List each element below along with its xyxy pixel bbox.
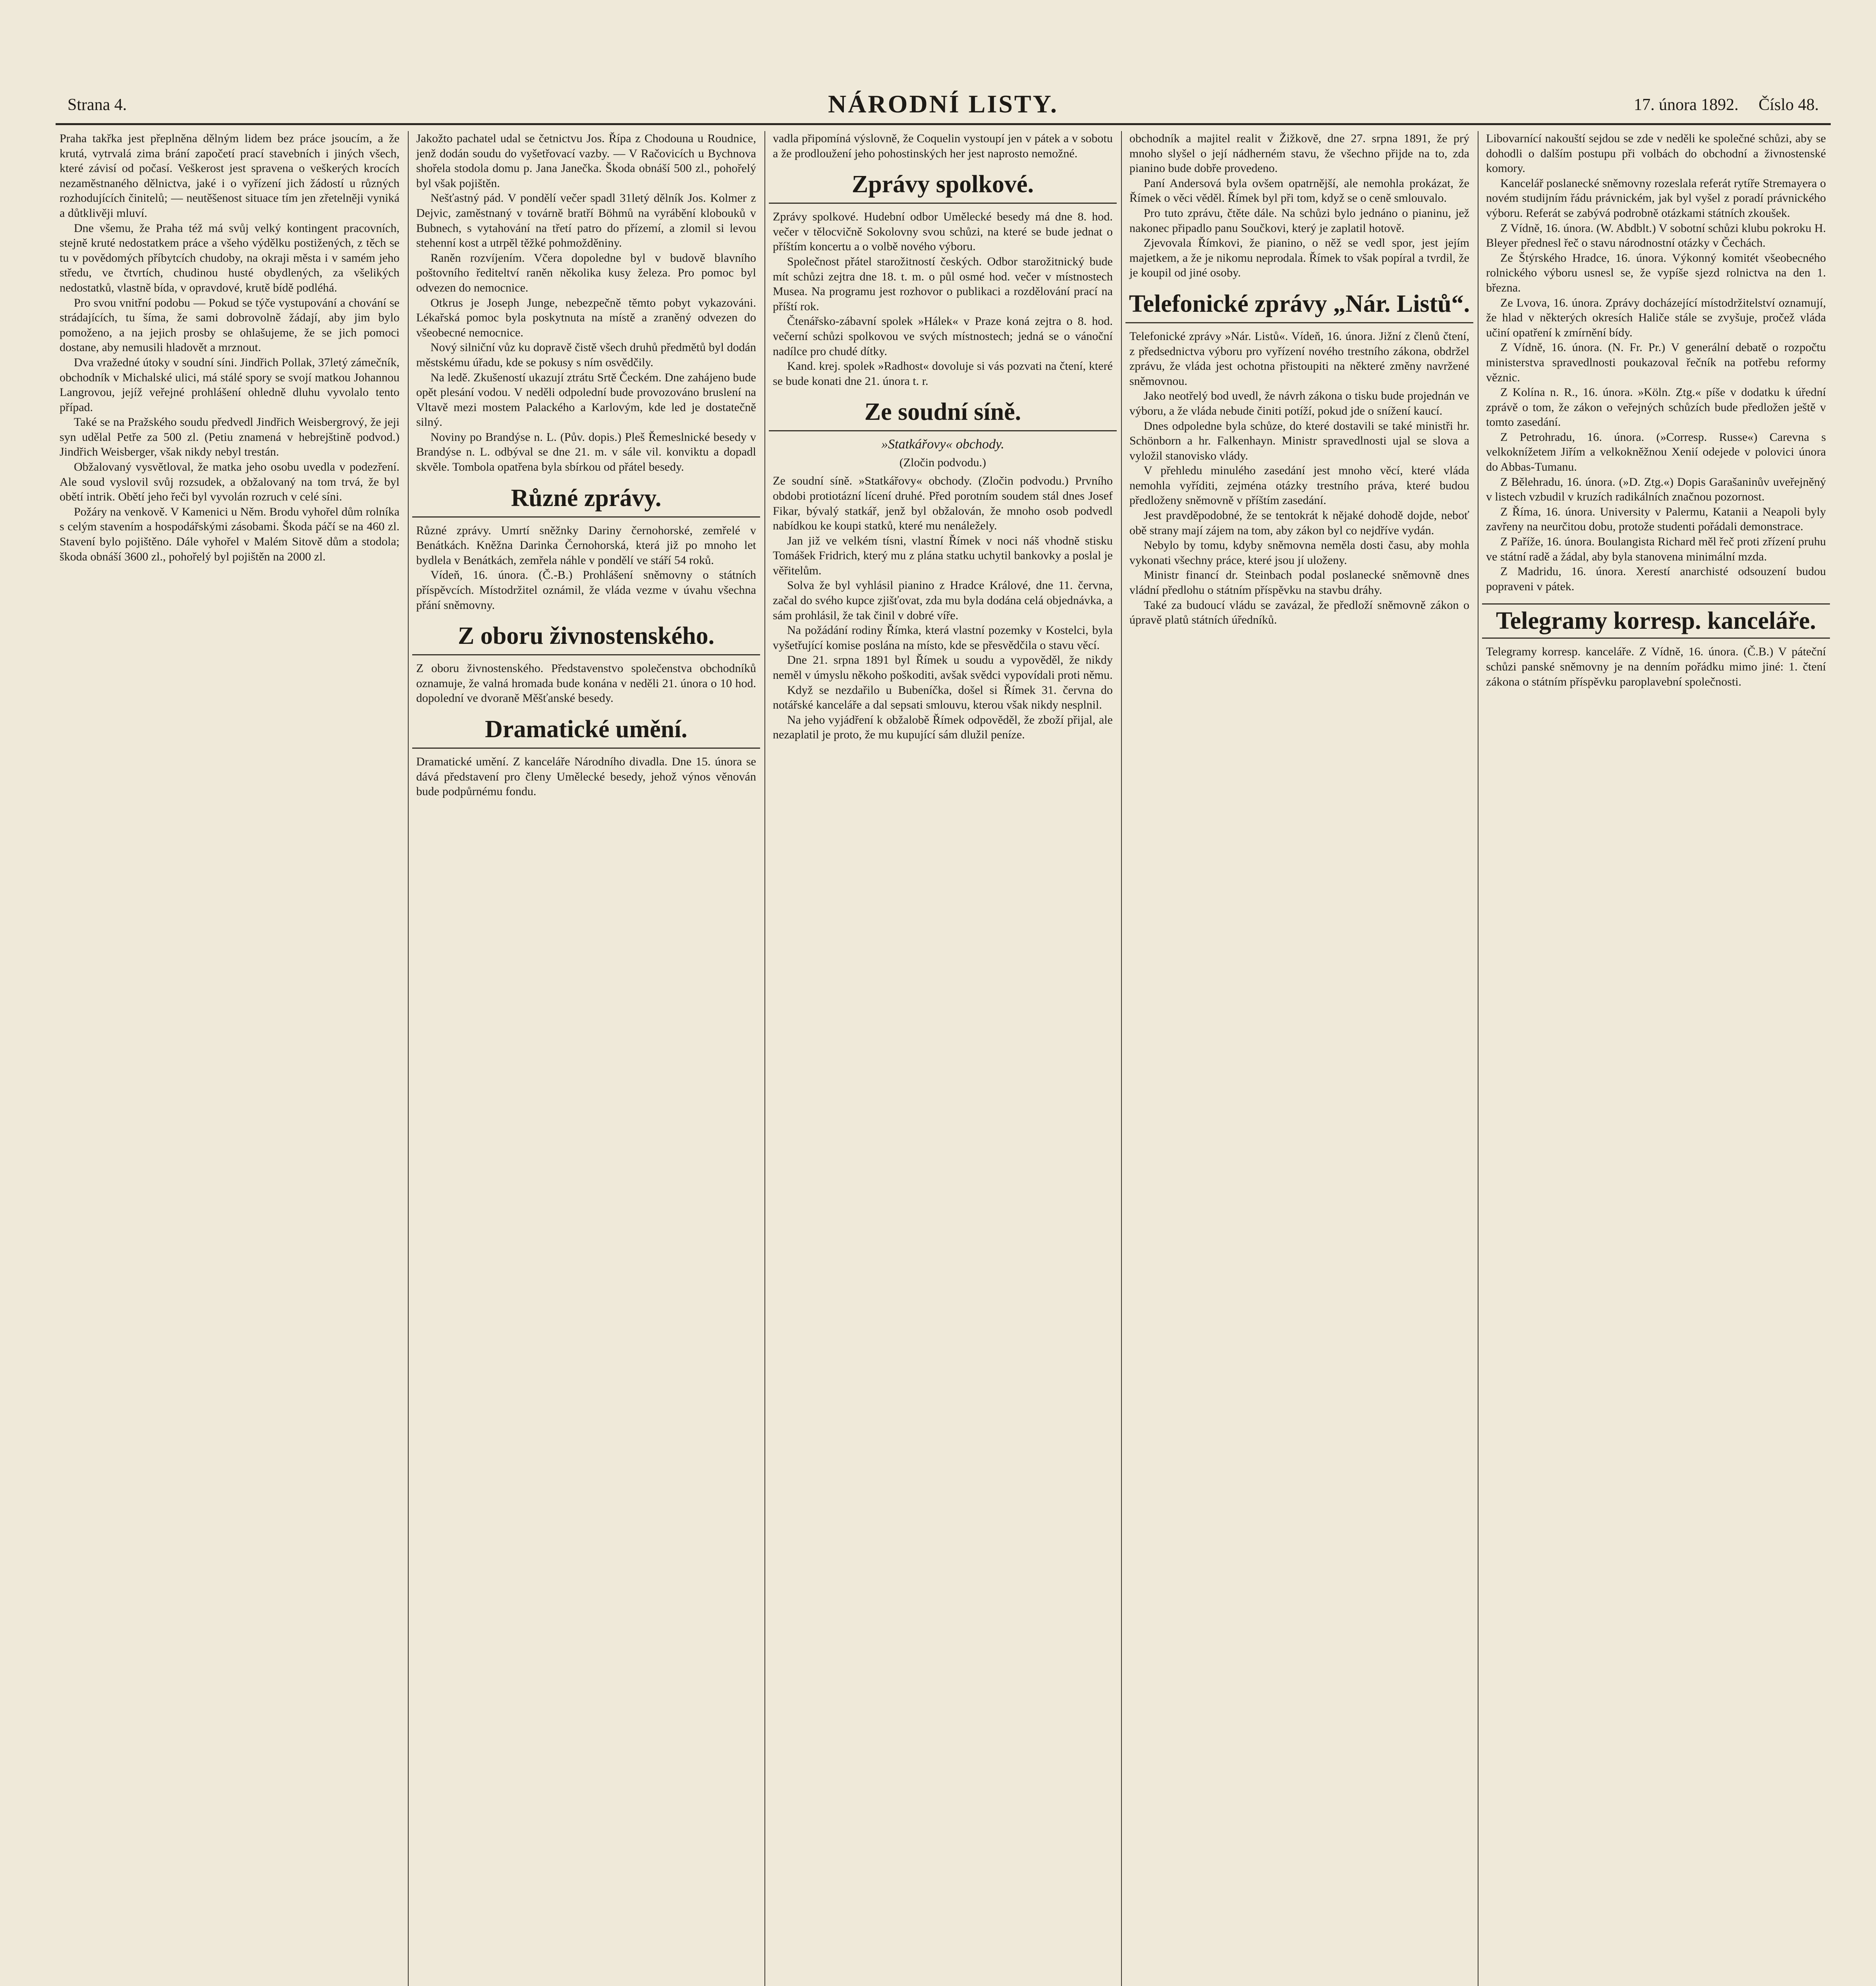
article-paragraph: Noviny po Brandýse n. L. (Pův. dopis.) Pleš Řemeslnické besedy v Brandýse n. L. odbýval se dne 21. m. v sále vil. konviktu a dopadl skvěle. Tombola opatřena byla sbírkou od přátel besedy. [416, 430, 756, 474]
article-paragraph: Požáry na venkově. V Kamenici u Něm. Brodu vyhořel dům rolníka s celým stavením a hospodářskými zásobami. Škoda páčí se na 460 zl. Stavení bylo pojištěno. Dále vyhořel v Malém Sitově dům a stodola; škoda obnáší 3600 zl., pohořelý byl pojištěn na 2000 zl. [60, 505, 400, 563]
section-title-zpravy-spolkove: Zprávy spolkové. [769, 170, 1117, 204]
article-paragraph: Z Petrohradu, 16. února. (»Corresp. Russe«) Carevna s velkoknížetem Jiřím a velkokněžnou Xenií odejede v polovici února do Abbas-Tumanu. [1486, 430, 1826, 474]
issue-number: Číslo 48. [1758, 96, 1819, 114]
article-paragraph: Na požádání rodiny Římka, která vlastní pozemky v Kostelci, byla vyšetřující komise poslána na místo, kde se přesvědčila o stavu věcí. [773, 624, 1113, 652]
article-paragraph: Jan již ve velkém tísni, vlastní Římek v noci náš vhodně stisku Tomášek Fridrich, který mu z plána statku uchytil bankovky a poslal je věřitelům. [773, 534, 1113, 577]
article-paragraph: vadla připomíná výslovně, že Coquelin vystoupí jen v pátek a v sobotu a že prodloužení jeho pohostinských her jest naprosto nemožné. [773, 132, 1113, 160]
article-paragraph: Dva vražedné útoky v soudní síni. Jindřich Pollak, 37letý zámečník, obchodník v Michalské ulici, má stálé spory se svojí matkou Johannou Langrovou, jejíž veřejné prohlášení ohledně dluhu vyvolalo tento případ. [60, 355, 400, 414]
article-subtitle: »Statkářovy« obchody. [881, 437, 1004, 452]
article-paragraph: Jakožto pachatel udal se četnictvu Jos. Řípa z Chodouna u Roudnice, jenž dodán soudu do vyšetřovací vazby. — V Račovicích u Bychnova shořela stodola domu p. Jana Janečka. Škoda obnáší 500 zl., pohořelý byl však pojištěn. [416, 132, 756, 190]
article-paragraph: Pro tuto zprávu, čtěte dále. Na schůzi bylo jednáno o pianinu, jež nakonec připadlo panu Součkovi, který je zaplatil hotově. [1129, 206, 1469, 235]
issue-date: 17. února 1892. [1634, 96, 1739, 114]
article-paragraph: Pro svou vnitřní podobu — Pokud se týče vystupování a chování se strádajících, tu šíma, že sami dobrovolně žádají, aby jim bylo pomoženo, a na jejich prosby se ohlašujeme, že se jich pomoci dostane, aby nemusili hladovět a mrznout. [60, 296, 400, 354]
column-rule [764, 131, 765, 1986]
article-paragraph: Ze Lvova, 16. února. Zprávy docházející místodržitelství oznamují, že hlad v některých okresích Haliče stále se zvyšuje, pročež vláda učiní opatření k zmírnění bídy. [1486, 296, 1826, 339]
article-paragraph: Z Paříže, 16. února. Boulangista Richard měl řeč proti zřízení pruhu ve státní radě a žádal, aby byla stanovena minimální mzda. [1486, 535, 1826, 563]
article-paragraph: Společnost přátel starožitností českých. Odbor starožitnický bude mít schůzi zejtra dne 18. t. m. o půl osmé hod. večer v místnostech Musea. Na programu jest rozhovor o publikaci a rozdělování prací na příští rok. [773, 255, 1113, 313]
article-paragraph: V přehledu minulého zasedání jest mnoho věcí, které vláda nemohla vyříditi, zejména otázky trestního práva, které budou předloženy sněmovně v příštím zasedání. [1129, 464, 1469, 507]
article-paragraph: Otkrus je Joseph Junge, nebezpečně těmto pobyt vykazováni. Lékařská pomoc byla poskytnuta na místě a zraněný odvezen do všeobecné nemocnice. [416, 296, 756, 339]
article-paragraph: Z Vídně, 16. února. (W. Abdblt.) V sobotní schůzi klubu pokroku H. Bleyer přednesl řeč o stavu národnostní otázky v Čechách. [1486, 221, 1826, 250]
column-rule [408, 131, 409, 1986]
section-title-zivnostensky: Z oboru živnostenského. [412, 622, 760, 655]
article-paragraph: Z Kolína n. R., 16. února. »Köln. Ztg.« píše v dodatku k úřední zprávě o tom, že zákon o veřejných schůzích bude předložen ještě v tomto zasedání. [1486, 386, 1826, 429]
article-paragraph: Raněn rozvíjením. Včera dopoledne byl v budově blavního poštovního řediteltví raněn několika kusy železa. Pro pomoc byl odvezen do nemocnice. [416, 251, 756, 294]
article-paragraph: Telefonické zprávy »Nár. Listů«. Vídeň, 16. února. Jižní z členů čtení, z předsednictva výboru pro vyřízení nového trestního zákona, obdržel zprávu, že vláda jest ochotna přistoupiti na některé změny navržené sněmovnou. [1129, 329, 1469, 388]
article-paragraph: Kancelář poslanecké sněmovny rozeslala referát rytíře Stremayera o novém studijním řádu právnickém, jak byl vyšel z poradí právnického výboru. Referát se zabývá podrobně otázkami státních zkoušek. [1486, 176, 1826, 220]
article-paragraph: Vídeň, 16. února. (Č.-B.) Prohlášení sněmovny o státních příspěvcích. Místodržitel oznámil, že vláda vezme v úvahu všechna přání sněmovny. [416, 568, 756, 612]
newspaper-title: NÁRODNÍ LISTY. [828, 90, 1058, 118]
column-4 [1125, 131, 1473, 1986]
article-paragraph: Paní Andersová byla ovšem opatrnější, ale nemohla prokázat, že Římek o věci věděl. Římek byl při tom, když se o ceně smlouvalo. [1129, 176, 1469, 205]
article-paragraph: Z Madridu, 16. února. Xerestí anarchisté odsouzení budou popraveni v pátek. [1486, 565, 1826, 593]
article-paragraph: Zjevovala Římkovi, že pianino, o něž se vedl spor, jest jejím majetkem, a že je nikomu neprodala. Římek to však popíral a tvrdil, že je koupil od jiné osoby. [1129, 236, 1469, 280]
article-paragraph: Také se na Pražského soudu předvedl Jindřich Weisbergrový, že jeji syn udělal Petře za 500 zl. (Petiu znamená v hebrejštině podvod.) Jindřich Weisberger, však nikdy nebyl trestán. [60, 415, 400, 459]
section-title-telegramy: Telegramy korresp. kanceláře. [1482, 603, 1830, 639]
article-paragraph: Dramatické umění. Z kanceláře Národního divadla. Dne 15. února se dává představení pro členy Umělecké besedy, jehož výnos věnován bude podpůrnému fondu. [416, 755, 756, 798]
article-paragraph: Dne 21. srpna 1891 byl Římek u soudu a vypověděl, že nikdy neměl v úmyslu někoho poškoditi, avšak svědci vypovídali proti němu. [773, 653, 1113, 682]
page-number: Strana 4. [68, 96, 127, 114]
article-paragraph: Z Vídně, 16. února. (N. Fr. Pr.) V generální debatě o rozpočtu ministerstva spravedlnosti poukazoval řečník na potřebu reformy věznic. [1486, 341, 1826, 384]
article-paragraph: Také za budoucí vládu se zavázal, že předloží sněmovně zákon o úpravě platů státních úředníků. [1129, 598, 1469, 627]
article-paragraph: Nový silniční vůz ku dopravě čistě všech druhů předmětů byl dodán městskému úřadu, kde se pokusy s ním osvědčily. [416, 341, 756, 369]
section-title-ruzne-zpravy: Různé zprávy. [412, 484, 760, 518]
article-subtitle-note: (Zločin podvodu.) [899, 456, 986, 469]
article-paragraph: Z oboru živnostenského. Představenstvo společenstva obchodníků oznamuje, že valná hromada bude konána v neděli 21. února o 10 hod. dopolední ve dvoraně Měšťanské besedy. [416, 662, 756, 705]
newspaper-page [56, 60, 1831, 1986]
article-paragraph: Nebylo by tomu, kdyby sněmovna neměla dosti času, aby mohla vykonati všechny práce, které jsou jí uloženy. [1129, 539, 1469, 567]
article-paragraph: Z Bělehradu, 16. února. (»D. Ztg.«) Dopis Garašaninův uveřejněný v listech vzbudil v kruzích radikálních značnou pozornost. [1486, 475, 1826, 504]
article-paragraph: Kand. krej. spolek »Radhost« dovoluje si vás pozvati na čtení, které se bude konati dne 21. února t. r. [773, 359, 1113, 388]
section-title-telefonicke-zpravy: Telefonické zprávy „Nár. Listů“. [1125, 290, 1473, 323]
article-paragraph: Zprávy spolkové. Hudební odbor Umělecké besedy má dne 8. hod. večer v tělocvičně Sokolovny svou schůzi, na které se bude jednat o příštím koncertu a o volbě nového výboru. [773, 210, 1113, 253]
article-paragraph: Nešťastný pád. V pondělí večer spadl 31letý dělník Jos. Kolmer z Dejvic, zaměstnaný v továrně bratří Böhmů na vyrábění klobouků v Bubnech, s vytahování na třetí patro do přízemí, a zlomil si levou stehenní kost a utrpěl těžké pohmožděniny. [416, 191, 756, 250]
article-paragraph: obchodník a majitel realit v Žižkově, dne 27. srpna 1891, že prý mnoho slyšel o její nádherném stavu, že všechno přijde na to, zda pianino bude dobře provedeno. [1129, 132, 1469, 175]
article-paragraph: Ze soudní síně. »Statkářovy« obchody. (Zločin podvodu.) Prvního obdobi protiotázní lícení druhé. Před porotním soudem stál dnes Josef Fikar, bývalý statkář, jenž byl obžalován, že mnoho osob podvedl nabídkou ke koupi statků, které mu nenáležely. [773, 474, 1113, 533]
article-paragraph: Dne všemu, že Praha též má svůj velký kontingent pracovních, stejně kruté nedostatkem práce a všeho výdělku postižených, z těch se tu v povědomých příbytcích chudoby, na okraji města i v samém jeho středu, ve čtvrtích, chudinou husté obydlených, za všelikých nedostatků, vlastně bída, v opravdové, krutě bídě podléhá. [60, 221, 400, 294]
article-paragraph: Ze Štýrského Hradce, 16. února. Výkonný komitét všeobecného rolnického výboru usnesl se, že vypíše sjezd rolnictva na den 1. března. [1486, 251, 1826, 294]
article-paragraph: Telegramy korresp. kanceláře. Z Vídně, 16. února. (Č.B.) V páteční schůzi panské sněmovny je na denním pořádku mimo jiné: 1. čtení zákona o státním příspěvku paroplavební společnosti. [1486, 645, 1826, 688]
article-paragraph: Různé zprávy. Umrtí sněžnky Dariny černohorské, zemřelé v Benátkách. Kněžna Darinka Černohorská, která již po mnoho let bydlela v Benátkách, zemřela náhle v pondělí ve stáří 54 roků. [416, 524, 756, 567]
article-paragraph: Praha takřka jest přeplněna dělným lidem bez práce jsoucím, a že krutá, vytrvalá zima brání započetí prací stavebních i jiných všech, které závisí od počasí. Veškerost jest spravena o veškerých krocích nezaměstnaného dělnictva, jaké i o vyřízení jich žádostí u různých rozhodujících činitelů; — neutěšenost situace tím jen zřetelněji vyniká a důtklivěji mluví. [60, 132, 400, 220]
article-paragraph: Na jeho vyjádření k obžalobě Římek odpověděl, že zboží přijal, ale nezaplatil je proto, že mu kupující sám dlužil peníze. [773, 713, 1113, 742]
column-3 [769, 131, 1117, 1986]
article-paragraph: Když se nezdařilo u Bubeníčka, došel si Římek 31. června do notářské kanceláře a dal sepsati smlouvu, kterou však nikdy nesplnil. [773, 683, 1113, 712]
article-paragraph: Dnes odpoledne byla schůze, do které dostavili se také ministři hr. Schönborn a hr. Falkenhayn. Ministr spravedlnosti ujal se slova a vyložil stanovisko vlády. [1129, 419, 1469, 462]
article-paragraph: Libovarnící nakouští sejdou se zde v neděli ke společné schůzi, aby se dohodli o dalším postupu při volbách do obchodní a živnostenské komory. [1486, 132, 1826, 175]
column-1 [56, 131, 403, 1986]
section-title-ze-soudni-sine: Ze soudní síně. [769, 398, 1117, 431]
article-paragraph: Na ledě. Zkušeností ukazují ztrátu Srtě Čeckém. Dne zahájeno bude opět plesání vodou. V neděli odpolední bude provozováno bruslení na Vltavě mezi mostem Palackého a Karlovým, kde led je dostatečně silný. [416, 371, 756, 429]
column-2 [412, 131, 760, 1986]
article-paragraph: Jest pravděpodobné, že se tentokrát k nějaké dohodě dojde, neboť obě strany mají zájem na tom, aby zákon byl co nejdříve vydán. [1129, 509, 1469, 537]
article-paragraph: Jako neotřelý bod uvedl, že návrh zákona o tisku bude projednán ve výboru, a že vláda nebude činiti potíží, pokud jde o snížení kaucí. [1129, 389, 1469, 417]
issue-info [1618, 95, 1819, 114]
page-header [56, 87, 1831, 125]
column-5 [1482, 131, 1830, 1986]
article-paragraph: Solva že byl vyhlásil pianino z Hradce Králové, dne 11. června, začal do svého kupce zjišťovat, zda mu byla dodána celá objednávka, a sám prohlásil, že tak činil v dobré víře. [773, 579, 1113, 622]
article-paragraph: Ministr financí dr. Steinbach podal poslanecké sněmovně dnes vládní předlohu o státním příspěvku na stavbu dráhy. [1129, 568, 1469, 597]
column-rule [1121, 131, 1122, 1986]
section-title-dramaticke-umeni: Dramatické umění. [412, 715, 760, 749]
article-paragraph: Obžalovaný vysvětloval, že matka jeho osobu uvedla v podezření. Ale soud vyslovil svůj rozsudek, a obžalovaný na tom trvá, že byl obětí intrik. Obětí jeho řeči byl vyvolán rozruch v celé síni. [60, 460, 400, 504]
article-paragraph: Čtenářsko-zábavní spolek »Hálek« v Praze koná zejtra o 8. hod. večerní schůzi spolkovou ve svých místnostech; jedná se o vánoční nadílce pro chudé dítky. [773, 315, 1113, 358]
article-paragraph: Z Říma, 16. února. University v Palermu, Katanii a Neapoli byly zavřeny na neurčitou dobu, protože studenti pořádali demonstrace. [1486, 505, 1826, 533]
